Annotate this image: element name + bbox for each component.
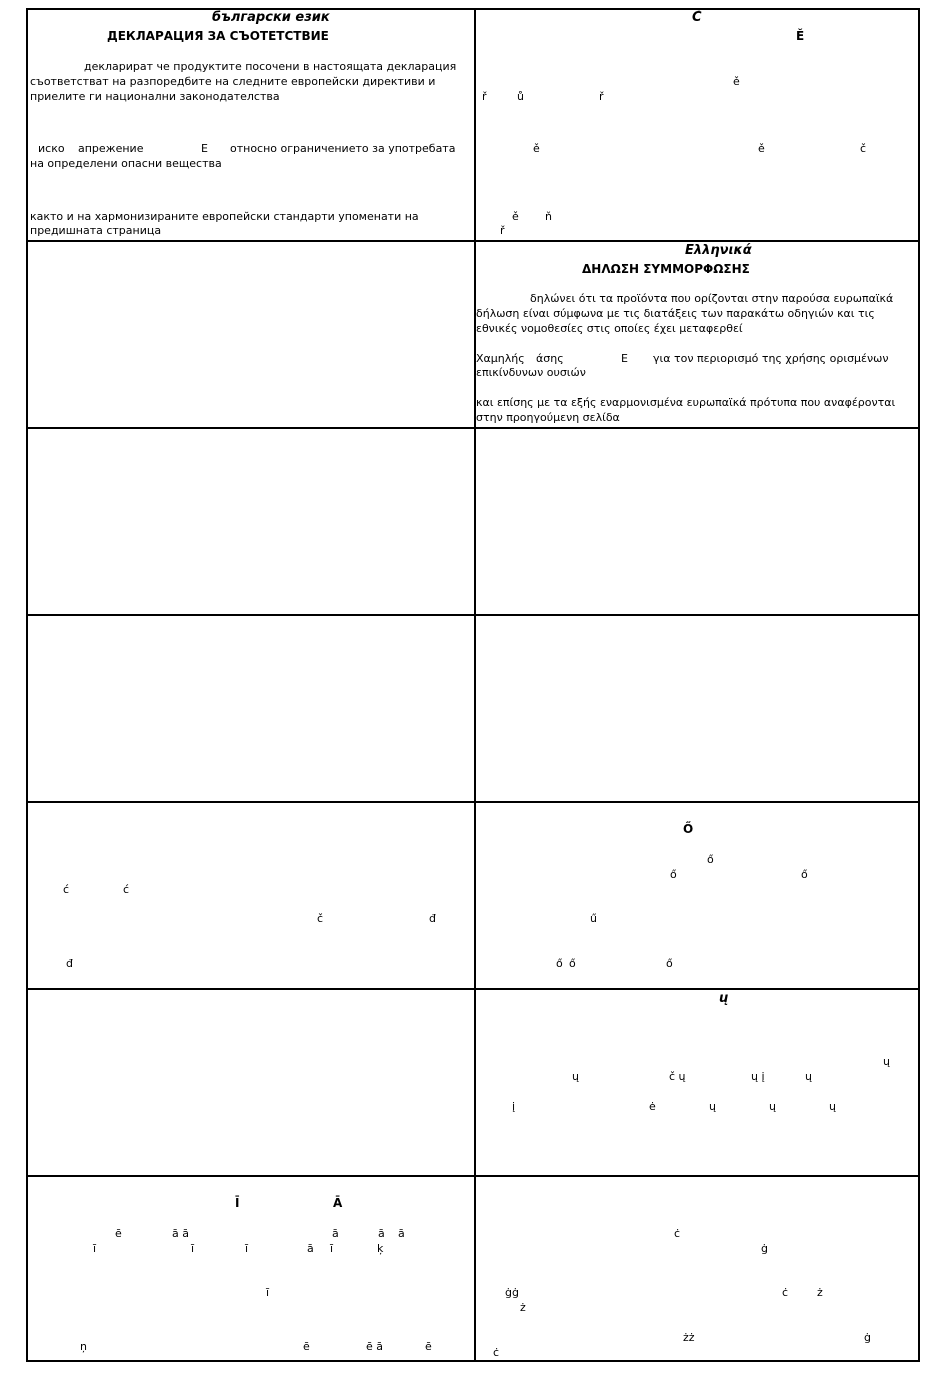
row-divider-1	[28, 240, 918, 242]
glyph: ř	[599, 90, 604, 103]
paragraph-line: επικίνδυνων ουσιών	[476, 366, 586, 379]
paragraph-line: приелите ги национални законодателства	[30, 90, 280, 103]
glyph: ņ	[80, 1340, 87, 1353]
glyph: ē	[115, 1227, 122, 1240]
paragraph-line: και επίσης με τα εξής εναρμονισμένα ευρωπαϊκά πρότυπα που αναφέρονται	[476, 396, 896, 409]
glyph: ő	[666, 957, 673, 970]
glyph: żż	[683, 1331, 695, 1344]
paragraph-line: на определени опасни вещества	[30, 157, 222, 170]
glyph: ć	[63, 883, 70, 896]
paragraph-line: δηλώνει ότι τα προϊόντα που ορίζονται στην παρούσα ευρωπαϊκά	[530, 292, 894, 305]
glyph: ā ā	[172, 1227, 189, 1240]
row-divider-2	[28, 427, 918, 429]
glyph: ī	[245, 1242, 249, 1255]
glyph: ő	[569, 957, 576, 970]
paragraph-line: съответстват на разпоредбите на следните европейски директиви и	[30, 75, 436, 88]
glyph: ā	[378, 1227, 385, 1240]
glyph: ő	[801, 868, 808, 881]
paragraph-word: Ε	[621, 352, 628, 365]
glyph: ī	[191, 1242, 195, 1255]
glyph: į	[512, 1100, 516, 1113]
paragraph-word: άσης	[536, 352, 564, 365]
glyph: ř	[500, 224, 505, 237]
glyph: ų	[709, 1100, 716, 1113]
row-divider-5	[28, 988, 918, 990]
glyph: ċ	[674, 1227, 681, 1240]
glyph: ň	[545, 210, 552, 223]
glyph: ř	[482, 90, 487, 103]
glyph: ż	[520, 1301, 526, 1314]
glyph: đ	[429, 912, 436, 925]
glyph: č	[860, 142, 867, 155]
row-divider-4	[28, 801, 918, 803]
language-title: Ελληνικά	[685, 243, 752, 258]
glyph: ċ	[782, 1286, 789, 1299]
glyph: ā	[398, 1227, 405, 1240]
language-title: Č	[692, 10, 702, 25]
glyph: ų	[829, 1100, 836, 1113]
language-title: Ī	[235, 1196, 240, 1210]
row-divider-3	[28, 614, 918, 616]
declaration-heading: ДЕКЛАРАЦИЯ ЗА СЪОТЕТСТВИЕ	[107, 29, 329, 43]
glyph: đ	[66, 957, 73, 970]
glyph: ų	[769, 1100, 776, 1113]
glyph: ų	[572, 1070, 579, 1083]
paragraph-line: декларират че продуктите посочени в настоящата декларация	[84, 60, 457, 73]
language-title: Ő	[683, 822, 694, 836]
paragraph-line: εθνικές νομοθεσίες στις οποίες έχει μεταφερθεί	[476, 322, 743, 335]
glyph: ġ	[761, 1242, 768, 1255]
paragraph-word: Χαμηλής	[476, 352, 525, 365]
glyph: ė	[649, 1100, 656, 1113]
paragraph-line: στην προηγούμενη σελίδα	[476, 411, 620, 424]
glyph: č	[317, 912, 324, 925]
glyph: ē	[303, 1340, 310, 1353]
glyph: ć	[123, 883, 130, 896]
glyph: ī	[330, 1242, 334, 1255]
paragraph-word: иско	[38, 142, 65, 155]
language-title: български език	[212, 10, 330, 25]
glyph: ě	[512, 210, 519, 223]
glyph: ű	[590, 912, 597, 925]
glyph: ő	[670, 868, 677, 881]
paragraph-line: δήλωση είναι σύμφωνα με τις διατάξεις των παρακάτω οδηγιών και τις	[476, 307, 875, 320]
glyph: ě	[533, 142, 540, 155]
glyph: ī	[93, 1242, 97, 1255]
paragraph-line: предишната страница	[30, 224, 162, 237]
language-title: ų	[719, 991, 729, 1006]
glyph: ų	[805, 1070, 812, 1083]
glyph: ā	[307, 1242, 314, 1255]
glyph: ķ	[377, 1242, 384, 1255]
column-divider	[474, 10, 476, 1360]
glyph: ě	[733, 75, 740, 88]
glyph: ē ā	[366, 1340, 384, 1353]
glyph: ā	[332, 1227, 339, 1240]
declaration-heading: ΔΗΛΩΣΗ ΣΥΜΜΟΡΦΩΣΗΣ	[582, 262, 750, 276]
glyph: ő	[707, 853, 714, 866]
glyph: ī	[266, 1286, 270, 1299]
glyph: ě	[758, 142, 765, 155]
paragraph-line: για τον περιορισμό της χρήσης ορισμένων	[653, 352, 889, 365]
glyph: ų į	[751, 1070, 765, 1083]
glyph: ő	[556, 957, 563, 970]
glyph: ġ	[864, 1331, 871, 1344]
paragraph-line: както и на хармонизираните европейски стандарти упоменати на	[30, 210, 419, 223]
glyph: č ų	[669, 1070, 686, 1083]
glyph: ů	[517, 90, 524, 103]
paragraph-word: Е	[201, 142, 208, 155]
glyph: ġġ	[505, 1286, 519, 1299]
row-divider-6	[28, 1175, 918, 1177]
glyph: ē	[425, 1340, 432, 1353]
declaration-heading: Ě	[796, 29, 805, 43]
glyph: ċ	[493, 1346, 500, 1359]
language-title: Ā	[333, 1196, 343, 1210]
paragraph-line: относно ограничението за употребата	[230, 142, 456, 155]
glyph: ż	[817, 1286, 823, 1299]
glyph: ų	[883, 1055, 890, 1068]
paragraph-word: апрежение	[78, 142, 144, 155]
